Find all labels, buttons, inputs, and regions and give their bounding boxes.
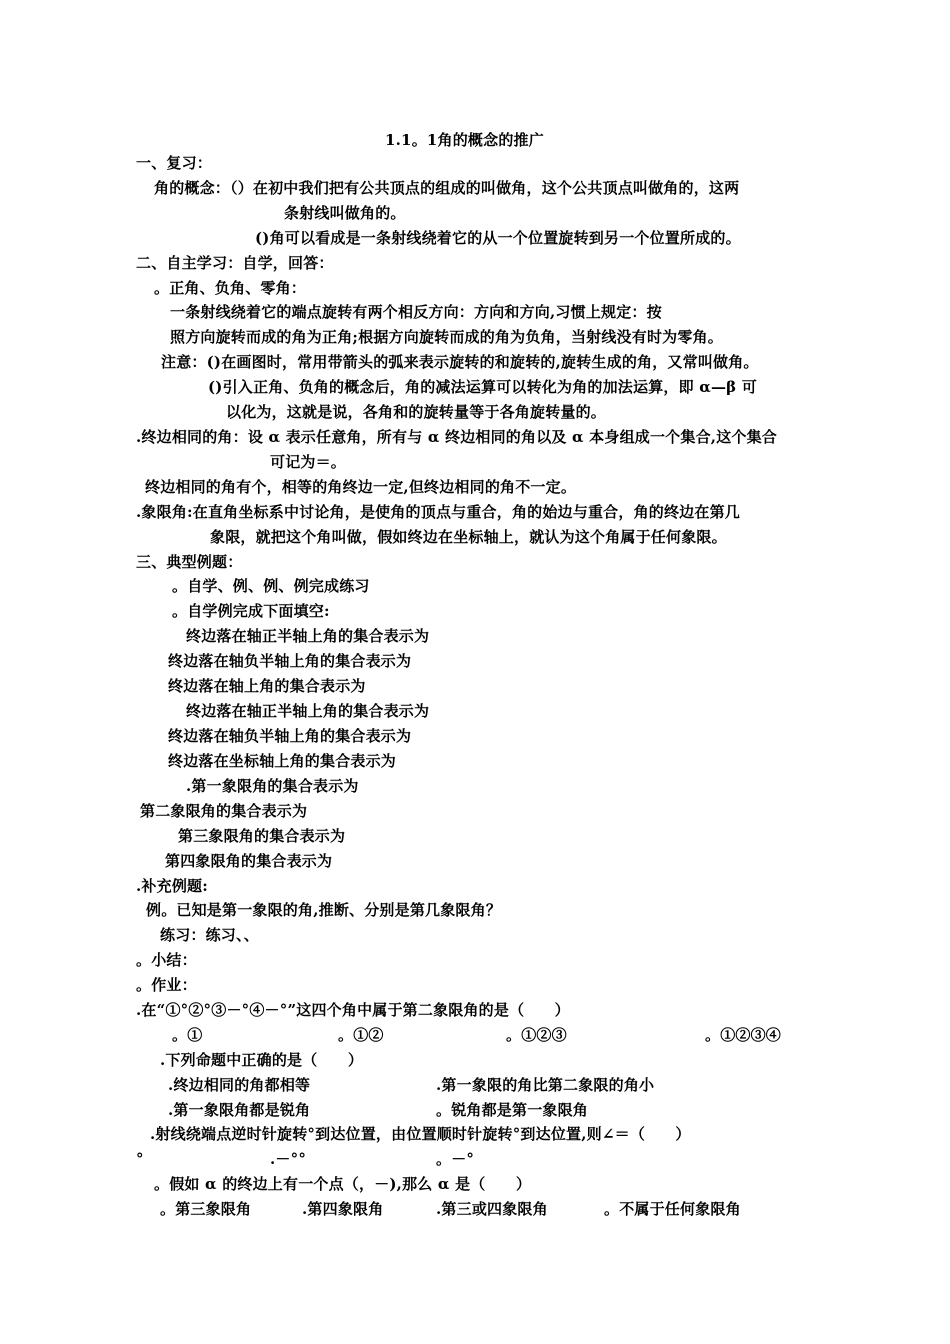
text-line: 终边落在轴正半轴上角的集合表示为 bbox=[186, 702, 430, 720]
question-line: .在“①°②°③－°④－°”这四个角中属于第二象限角的是（ ） bbox=[136, 1001, 570, 1019]
page-title: 1.1。1角的概念的推广 bbox=[385, 131, 544, 149]
question-line: 。假如 α 的终边上有一个点（，－),那么 α 是（ ） bbox=[154, 1175, 532, 1193]
answer-option: 。①②③④ bbox=[705, 1026, 782, 1044]
answer-option: .第一象限角都是锐角 bbox=[168, 1101, 311, 1119]
answer-option: .第四象限角 bbox=[302, 1200, 384, 1218]
answer-option: 。锐角都是第一象限角 bbox=[436, 1101, 589, 1119]
text-line: 终边落在轴正半轴上角的集合表示为 bbox=[186, 627, 430, 645]
answer-option: 。不属于任何象限角 bbox=[604, 1200, 741, 1218]
section-heading: 三、典型例题： bbox=[136, 553, 243, 571]
section-heading: 一、复习： bbox=[136, 154, 213, 172]
answer-option: 。①②③ bbox=[506, 1026, 567, 1044]
text-line: .补充例题: bbox=[136, 877, 208, 895]
text-line: 。正角、负角、零角： bbox=[154, 279, 307, 297]
answer-option: ° bbox=[136, 1150, 144, 1168]
text-line: 。自学、例、例、例完成练习 bbox=[172, 577, 370, 595]
section-heading: 二、自主学习：自学，回答： bbox=[136, 254, 334, 272]
text-line: .象限角:在直角坐标系中讨论角，是使角的顶点与重合，角的始边与重合，角的终边在第几 bbox=[136, 503, 740, 521]
text-line: 一条射线绕着它的端点旋转有两个相反方向：方向和方向,习惯上规定：按 bbox=[170, 303, 662, 321]
text-line: 第四象限角的集合表示为 bbox=[165, 852, 333, 870]
question-line: .射线绕端点逆时针旋转°到达位置，由位置顺时针旋转°到达位置,则∠＝（ ） bbox=[150, 1125, 691, 1143]
answer-option: 。①② bbox=[338, 1026, 384, 1044]
question-line: .下列命题中正确的是（ ） bbox=[160, 1051, 364, 1069]
answer-option: .第一象限的角比第二象限的角小 bbox=[436, 1076, 655, 1094]
text-line: 。作业： bbox=[136, 976, 197, 994]
text-line: 第二象限角的集合表示为 bbox=[140, 802, 308, 820]
text-line: 角的概念：（）在初中我们把有公共顶点的组成的叫做角，这个公共顶点叫做角的，这两 bbox=[154, 179, 740, 197]
text-line: 终边相同的角有个，相等的角终边一定,但终边相同的角不一定。 bbox=[145, 478, 577, 496]
text-line: 第三象限角的集合表示为 bbox=[178, 827, 346, 845]
answer-option: 。第三象限角 bbox=[160, 1200, 252, 1218]
text-line: 终边落在轴负半轴上角的集合表示为 bbox=[168, 652, 412, 670]
text-line: 终边落在坐标轴上角的集合表示为 bbox=[168, 752, 397, 770]
text-line: ()引入正角、负角的概念后，角的减法运算可以转化为角的加法运算，即 α—β 可 bbox=[208, 378, 757, 396]
text-line: 。自学例完成下面填空: bbox=[172, 602, 330, 620]
text-line: 可记为＝。 bbox=[270, 453, 347, 471]
answer-option: .第三或四象限角 bbox=[436, 1200, 548, 1218]
text-line: 例。已知是第一象限的角,推断、分别是第几象限角？ bbox=[146, 901, 502, 919]
text-line: 注意：()在画图时，常用带箭头的弧来表示旋转的和旋转的,旋转生成的角，又常叫做角。 bbox=[161, 353, 759, 371]
text-line: ()角可以看成是一条射线绕着它的从一个位置旋转到另一个位置所成的。 bbox=[255, 229, 741, 247]
text-line: 象限，就把这个角叫做，假如终边在坐标轴上，就认为这个角属于任何象限。 bbox=[210, 528, 727, 546]
answer-option: 。① bbox=[172, 1026, 203, 1044]
text-line: .第一象限角的集合表示为 bbox=[186, 777, 359, 795]
text-line: 终边落在轴上角的集合表示为 bbox=[168, 677, 366, 695]
text-line: 照方向旋转而成的角为正角;根据方向旋转而成的角为负角，当射线没有时为零角。 bbox=[170, 328, 723, 346]
text-line: 条射线叫做角的。 bbox=[284, 204, 406, 222]
answer-option: 。－° bbox=[436, 1150, 475, 1168]
text-line: 终边落在轴负半轴上角的集合表示为 bbox=[168, 727, 412, 745]
answer-option: .终边相同的角都相等 bbox=[168, 1076, 311, 1094]
text-line: 练习：练习、、 bbox=[160, 926, 259, 944]
text-line: .终边相同的角：设 α 表示任意角，所有与 α 终边相同的角以及 α 本身组成一个集合,这个集合 bbox=[136, 428, 778, 446]
text-line: 以化为，这就是说，各角和的旋转量等于各角旋转量的。 bbox=[226, 403, 607, 421]
answer-option: .－°° bbox=[270, 1150, 307, 1168]
text-line: 。小结： bbox=[136, 951, 197, 969]
